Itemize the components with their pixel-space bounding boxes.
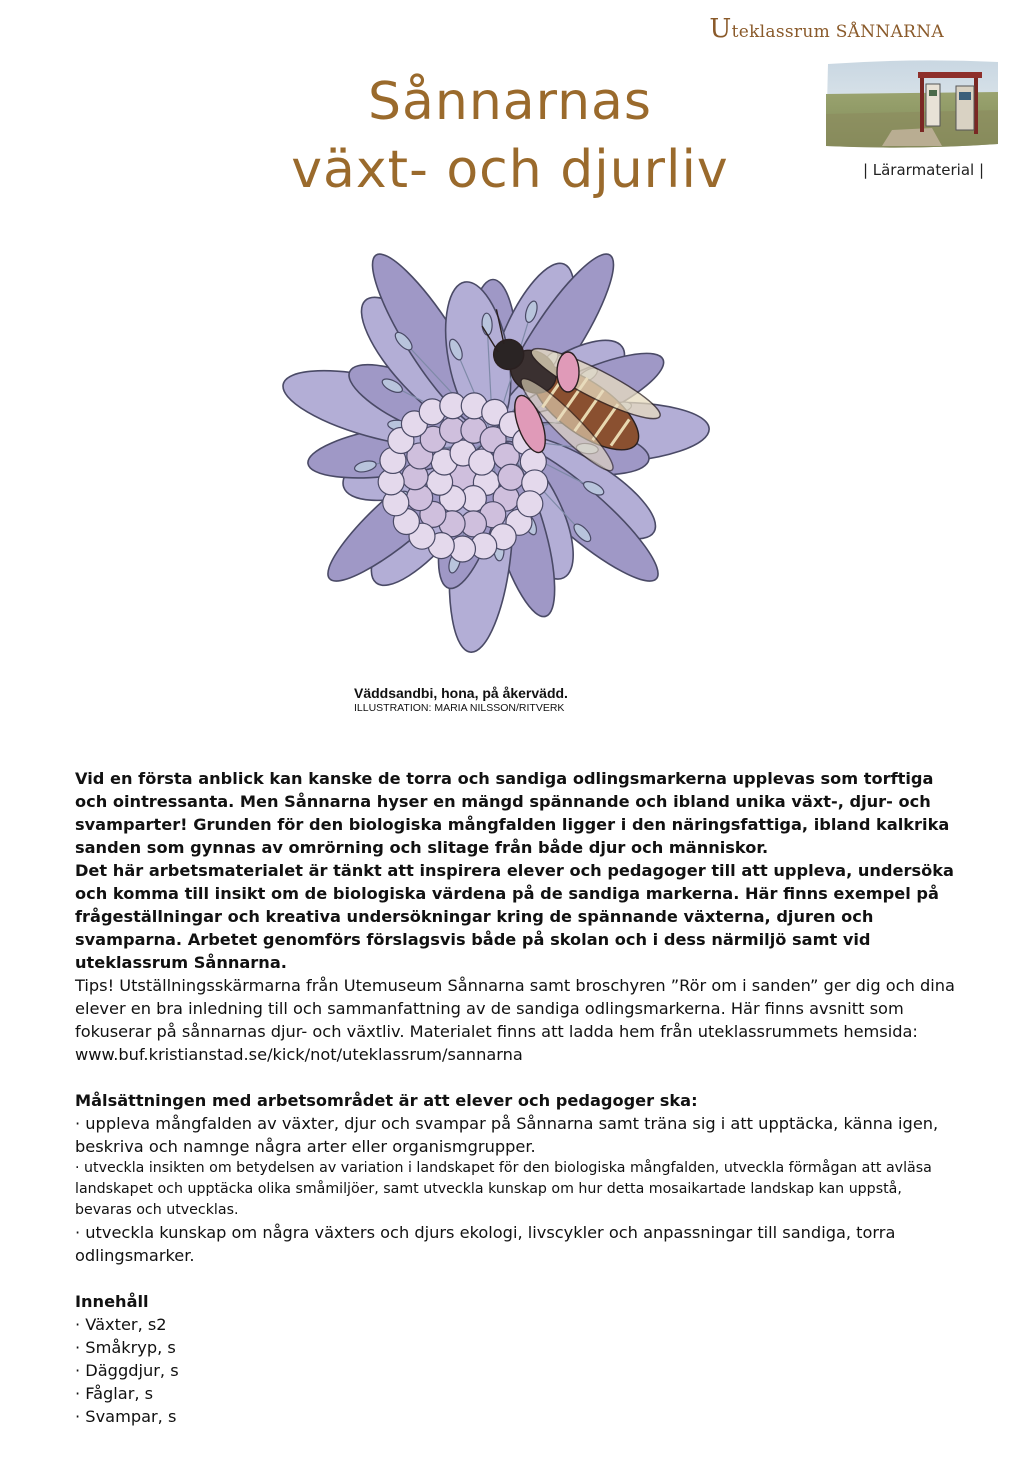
caption-main: Väddsandbi, hona, på åkervädd. <box>354 685 568 701</box>
goal-item-1: · uppleva mångfalden av växter, djur och svampar på Sånnarna samt träna sig i att upptäcka, känna igen, beskriva och namnge några arter eller organismgrupper. <box>75 1114 939 1156</box>
title-line-1: Sånnarnas <box>367 72 653 132</box>
floret <box>498 464 524 490</box>
contents-item-1: · Växter, s2 <box>75 1315 167 1334</box>
contents-item-3: · Däggdjur, s <box>75 1361 179 1380</box>
exhibit-photo <box>822 56 1002 152</box>
brand-text: teklassrum SÅNNARNA <box>731 22 944 42</box>
tips-paragraph: Tips! Utställningsskärmarna från Utemuseum Sånnarna samt broschyren ”Rör om i sanden” ger dig och dina elever en bra inledning till och sammanfattning av de sandiga odlingsmarkerna. Här finns avsnitt som fokuserar på sånnarnas djur- och växtliv. Materialet finns att ladda hem från uteklassrummets hemsida: www.buf.kristianstad.se/kick/not/uteklassrum/sannarna <box>75 976 955 1064</box>
goal-item-3: · utveckla kunskap om några växters och djurs ekologi, livscykler och anpassningar till sandiga, torra odlingsmarker. <box>75 1223 896 1265</box>
main-text <box>75 767 955 1428</box>
teacher-material-tag: | Lärarmaterial | <box>862 161 984 179</box>
contents-item-4: · Fåglar, s <box>75 1384 154 1403</box>
illustration-caption <box>354 685 568 714</box>
floret <box>517 491 543 517</box>
caption-credit: ILLUSTRATION: MARIA NILSSON/RITVERK <box>354 702 565 714</box>
brand-header <box>709 14 944 44</box>
contents-heading: Innehåll <box>75 1292 149 1311</box>
contents-item-2: · Småkryp, s <box>75 1338 176 1357</box>
flower-bee-illustration <box>248 222 768 682</box>
goals-heading: Målsättningen med arbetsområdet är att elever och pedagoger ska: <box>75 1091 698 1110</box>
intro-paragraph-1: Vid en första anblick kan kanske de torra och sandiga odlingsmarkerna upplevas som torftiga och ointressanta. Men Sånnarna hyser en mängd spännande och ibland unika växt-, djur- och svamparter! Grunden för den biologiska mångfalden ligger i den näringsfattiga, ibland kalkrika sanden som gynnas av omrörning och slitage från både djur och människor. <box>75 769 950 857</box>
page-title <box>200 68 820 204</box>
intro-paragraph-2: Det här arbetsmaterialet är tänkt att inspirera elever och pedagoger till att uppleva, undersöka och komma till insikt om de biologiska värdena på de sandiga markerna. Här finns exempel på frågeställningar och kreativa undersökningar kring de spännande växterna, djuren och svamparna. Arbetet genomförs förslagsvis både på skolan och i dess närmiljö samt vid uteklassrum Sånnarna. <box>75 861 954 972</box>
title-line-2: växt- och djurliv <box>291 140 729 200</box>
contents-item-5: · Svampar, s <box>75 1407 177 1426</box>
goal-item-2: · utveckla insikten om betydelsen av variation i landskapet för den biologiska mångfalden, utveckla förmågan att avläsa landskapet och upptäcka olika småmiljöer, samt utveckla kunskap om hur detta mosaikartade landskap kan uppstå, bevaras och utvecklas. <box>75 1160 932 1218</box>
brand-initial: U <box>709 14 732 44</box>
